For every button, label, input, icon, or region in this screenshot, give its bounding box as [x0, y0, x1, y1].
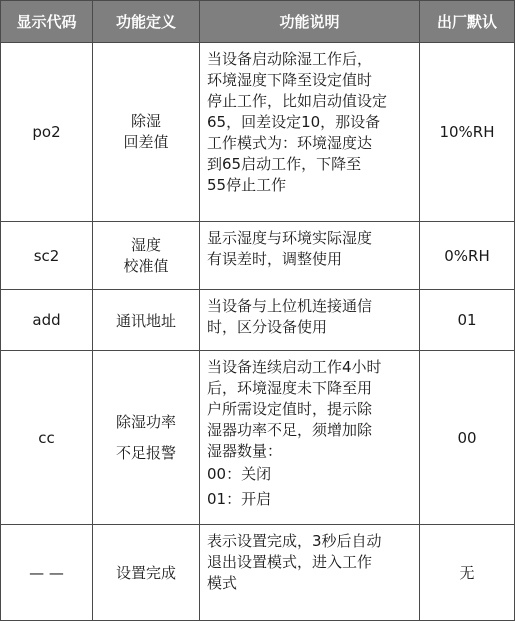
description-line: 65，回差设定10，那设备 [207, 113, 381, 131]
description-line: 工作模式为：环境湿度达 [207, 134, 373, 152]
option-line: 01：开启 [207, 490, 272, 508]
description-line: 当设备启动除湿工作后， [207, 50, 373, 68]
description-cell [200, 351, 420, 525]
code-cell: cc [1, 351, 93, 525]
default-cell: 0%RH [420, 222, 515, 290]
default-cell: 01 [420, 290, 515, 351]
description-line: 显示湿度与环境实际湿度 [207, 229, 373, 247]
description-line: 到65启动工作，下降至 [207, 155, 362, 173]
table-row [1, 290, 515, 351]
description-cell [200, 290, 420, 351]
header-function-definition: 功能定义 [93, 1, 200, 43]
definition-cell [93, 351, 200, 525]
code-cell: add [1, 290, 93, 351]
description-line: 湿器功率不足，须增加除 [207, 421, 373, 439]
header-row [1, 1, 515, 43]
definition-line: 通讯地址 [115, 311, 176, 330]
description-cell [200, 43, 420, 222]
description-line: 退出设置模式，进入工作 [207, 553, 373, 571]
header-display-code: 显示代码 [1, 1, 93, 43]
description-line: 表示设置完成，3秒后自动 [207, 532, 382, 550]
header-function-description: 功能说明 [200, 1, 420, 43]
description-line: 湿器数量： [207, 442, 283, 460]
description-cell [200, 222, 420, 290]
definition-cell [93, 222, 200, 290]
default-cell: 00 [420, 351, 515, 525]
default-cell: 10%RH [420, 43, 515, 222]
description-line: 有误差时，调整使用 [207, 250, 343, 268]
definition-cell [93, 525, 200, 621]
description-cell [200, 525, 420, 621]
code-cell: sc2 [1, 222, 93, 290]
description-line: 当设备连续启动工作4小时 [207, 358, 382, 376]
header-factory-default: 出厂默认 [420, 1, 515, 43]
definition-line: 湿度 [130, 235, 161, 254]
table-row [1, 222, 515, 290]
option-line: 00：关闭 [207, 465, 272, 483]
description-line: 停止工作，比如启动值设定 [207, 92, 388, 110]
table-row [1, 351, 515, 525]
description-line: 时，区分设备使用 [207, 318, 328, 336]
definition-cell [93, 43, 200, 222]
definition-line: 校准值 [123, 256, 169, 275]
description-line: 环境湿度下降至设定值时 [207, 71, 373, 89]
description-line: 当设备与上位机连接通信 [207, 297, 373, 315]
code-cell: po2 [1, 43, 93, 222]
default-cell: 无 [420, 525, 515, 621]
definition-cell [93, 290, 200, 351]
description-line: 55停止工作 [207, 176, 287, 194]
description-line: 模式 [207, 574, 238, 592]
definition-line: 除湿 [130, 112, 161, 130]
definition-line: 回差值 [123, 133, 169, 151]
table-row [1, 525, 515, 621]
definition-line: 除湿功率 [115, 412, 176, 431]
definition-line: 设置完成 [115, 564, 176, 582]
definition-line: 不足报警 [115, 443, 176, 462]
table-row [1, 43, 515, 222]
description-line: 后，环境湿度未下降至用 [207, 379, 373, 397]
code-cell: — — [1, 525, 93, 621]
description-line: 户所需设定值时，提示除 [207, 400, 373, 418]
